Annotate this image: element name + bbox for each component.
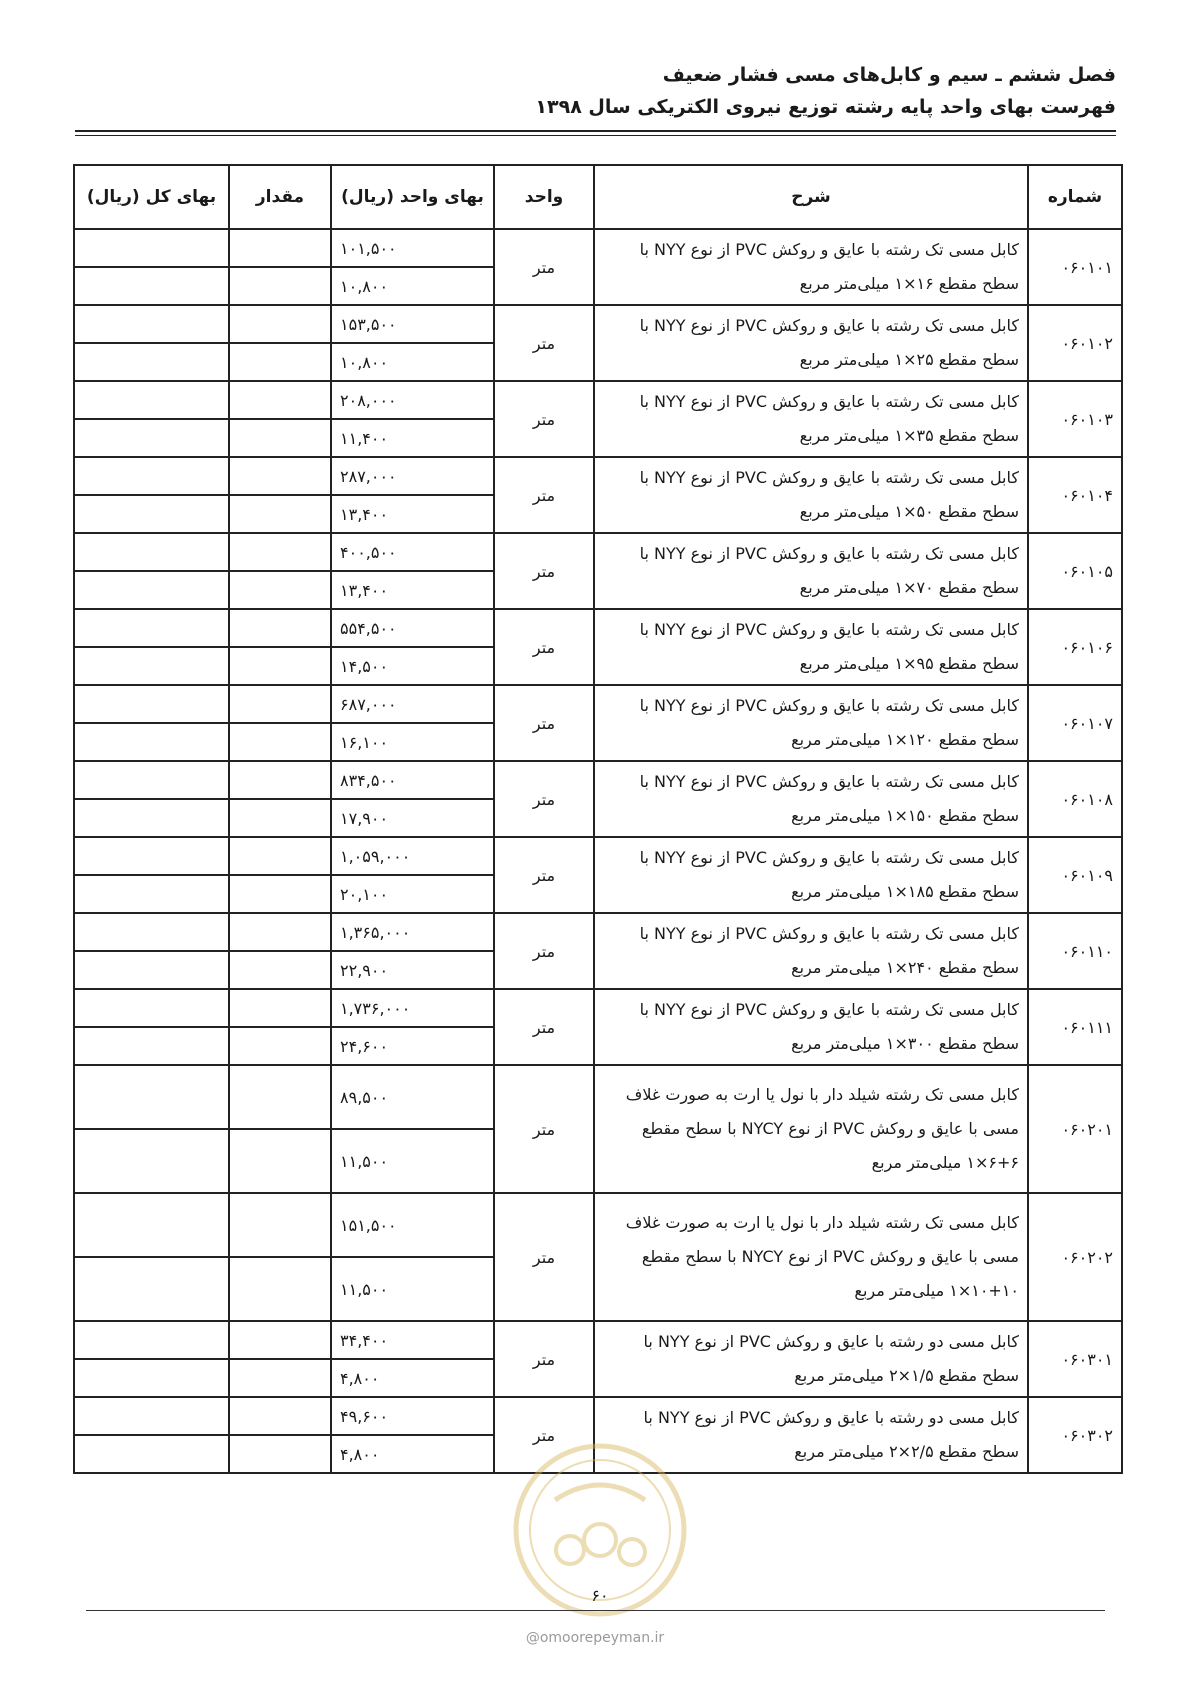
item-total-install (74, 1027, 229, 1065)
item-price-supply: ۸۳۴,۵۰۰ (331, 761, 494, 799)
item-quantity-supply (229, 761, 331, 799)
item-price-install: ۲۲,۹۰۰ (331, 951, 494, 989)
item-number: ۰۶۰۳۰۱ (1028, 1321, 1122, 1397)
item-unit: متر (494, 1193, 594, 1321)
item-number: ۰۶۰۱۰۸ (1028, 761, 1122, 837)
item-number: ۰۶۰۱۰۹ (1028, 837, 1122, 913)
item-quantity-supply (229, 1065, 331, 1129)
item-price-supply: ۱,۷۳۶,۰۰۰ (331, 989, 494, 1027)
item-total-supply (74, 913, 229, 951)
item-description: کابل مسی تک رشته شیلد دار با نول یا ارت به صورت غلاف مسی با عایق و روکش PVC از نوع NYCY با سطح مقطع ۱۰+۱۰×۱ میلی‌متر مربع (594, 1193, 1028, 1321)
item-description: کابل مسی تک رشته با عایق و روکش PVC از نوع NYY با سطح مقطع ۱۵۰×۱ میلی‌متر مربع (594, 761, 1028, 837)
item-quantity-supply (229, 685, 331, 723)
item-quantity-install (229, 571, 331, 609)
item-quantity-install (229, 1435, 331, 1473)
item-price-supply: ۲۸۷,۰۰۰ (331, 457, 494, 495)
item-number: ۰۶۰۱۱۱ (1028, 989, 1122, 1065)
item-total-supply (74, 1193, 229, 1257)
item-total-install (74, 1257, 229, 1321)
item-price-supply: ۳۴,۴۰۰ (331, 1321, 494, 1359)
page-number: ۶۰ (591, 1586, 609, 1605)
price-table (73, 164, 1123, 1474)
item-total-install (74, 799, 229, 837)
item-quantity-supply (229, 1193, 331, 1257)
list-title: فهرست بهای واحد پایه رشته توزیع نیروی الکتریکی سال ۱۳۹۸ (535, 96, 1116, 118)
item-price-install: ۱۷,۹۰۰ (331, 799, 494, 837)
chapter-title: فصل ششم ـ سیم و کابل‌های مسی فشار ضعیف (662, 64, 1116, 86)
item-description: کابل مسی دو رشته با عایق و روکش PVC از نوع NYY با سطح مقطع ۲/۵×۲ میلی‌متر مربع (594, 1397, 1028, 1473)
item-price-install: ۴,۸۰۰ (331, 1435, 494, 1473)
table-row (74, 1397, 1122, 1435)
table-header-row (74, 165, 1122, 229)
item-total-install (74, 875, 229, 913)
item-price-install: ۲۴,۶۰۰ (331, 1027, 494, 1065)
col-header-unit: واحد (494, 165, 594, 229)
item-total-supply (74, 305, 229, 343)
item-quantity-install (229, 647, 331, 685)
item-quantity-install (229, 1129, 331, 1193)
item-price-supply: ۶۸۷,۰۰۰ (331, 685, 494, 723)
item-unit: متر (494, 533, 594, 609)
table-row (74, 761, 1122, 799)
item-price-supply: ۲۰۸,۰۰۰ (331, 381, 494, 419)
item-total-install (74, 267, 229, 305)
item-price-install: ۱۴,۵۰۰ (331, 647, 494, 685)
col-header-quantity: مقدار (229, 165, 331, 229)
item-price-supply: ۵۵۴,۵۰۰ (331, 609, 494, 647)
item-description: کابل مسی تک رشته با عایق و روکش PVC از نوع NYY با سطح مقطع ۵۰×۱ میلی‌متر مربع (594, 457, 1028, 533)
item-total-supply (74, 457, 229, 495)
item-quantity-supply (229, 1321, 331, 1359)
item-unit: متر (494, 989, 594, 1065)
col-header-unit-price: بهای واحد (ریال) (331, 165, 494, 229)
item-number: ۰۶۰۳۰۲ (1028, 1397, 1122, 1473)
item-number: ۰۶۰۱۰۶ (1028, 609, 1122, 685)
item-unit: متر (494, 609, 594, 685)
col-header-number: شماره (1028, 165, 1122, 229)
item-price-supply: ۱,۳۶۵,۰۰۰ (331, 913, 494, 951)
table-row (74, 1321, 1122, 1359)
item-price-supply: ۴۹,۶۰۰ (331, 1397, 494, 1435)
item-unit: متر (494, 457, 594, 533)
item-total-supply (74, 685, 229, 723)
item-total-supply (74, 989, 229, 1027)
table-row (74, 457, 1122, 495)
item-price-install: ۲۰,۱۰۰ (331, 875, 494, 913)
item-quantity-supply (229, 913, 331, 951)
item-unit: متر (494, 305, 594, 381)
item-description: کابل مسی تک رشته شیلد دار با نول یا ارت به صورت غلاف مسی با عایق و روکش PVC از نوع NYCY با سطح مقطع ۶+۶×۱ میلی‌متر مربع (594, 1065, 1028, 1193)
item-quantity-supply (229, 837, 331, 875)
item-quantity-install (229, 343, 331, 381)
item-quantity-install (229, 875, 331, 913)
item-price-supply: ۱,۰۵۹,۰۰۰ (331, 837, 494, 875)
item-number: ۰۶۰۲۰۲ (1028, 1193, 1122, 1321)
item-quantity-install (229, 951, 331, 989)
item-quantity-supply (229, 609, 331, 647)
item-description: کابل مسی تک رشته با عایق و روکش PVC از نوع NYY با سطح مقطع ۳۵×۱ میلی‌متر مربع (594, 381, 1028, 457)
item-number: ۰۶۰۱۰۵ (1028, 533, 1122, 609)
item-unit: متر (494, 381, 594, 457)
item-unit: متر (494, 1065, 594, 1193)
item-total-install (74, 951, 229, 989)
item-number: ۰۶۰۱۰۴ (1028, 457, 1122, 533)
item-total-supply (74, 837, 229, 875)
item-total-supply (74, 761, 229, 799)
item-price-supply: ۱۰۱,۵۰۰ (331, 229, 494, 267)
table-row (74, 229, 1122, 267)
item-total-install (74, 647, 229, 685)
item-unit: متر (494, 761, 594, 837)
header-rule (75, 130, 1116, 132)
item-price-install: ۱۱,۵۰۰ (331, 1257, 494, 1321)
item-number: ۰۶۰۱۱۰ (1028, 913, 1122, 989)
item-price-supply: ۴۰۰,۵۰۰ (331, 533, 494, 571)
footer-rule (86, 1610, 1105, 1611)
header-rule-thin (75, 135, 1116, 136)
item-price-supply: ۱۵۳,۵۰۰ (331, 305, 494, 343)
item-quantity-install (229, 1257, 331, 1321)
item-description: کابل مسی تک رشته با عایق و روکش PVC از نوع NYY با سطح مقطع ۳۰۰×۱ میلی‌متر مربع (594, 989, 1028, 1065)
table-row (74, 305, 1122, 343)
item-price-install: ۴,۸۰۰ (331, 1359, 494, 1397)
item-unit: متر (494, 913, 594, 989)
item-description: کابل مسی تک رشته با عایق و روکش PVC از نوع NYY با سطح مقطع ۲۵×۱ میلی‌متر مربع (594, 305, 1028, 381)
col-header-description: شرح (594, 165, 1028, 229)
item-total-install (74, 495, 229, 533)
item-quantity-install (229, 495, 331, 533)
item-total-install (74, 571, 229, 609)
item-quantity-supply (229, 305, 331, 343)
item-price-install: ۱۳,۴۰۰ (331, 571, 494, 609)
watermark-url: @omoorepeyman.ir (525, 1630, 665, 1646)
item-description: کابل مسی تک رشته با عایق و روکش PVC از نوع NYY با سطح مقطع ۱۲۰×۱ میلی‌متر مربع (594, 685, 1028, 761)
item-total-supply (74, 609, 229, 647)
item-number: ۰۶۰۱۰۱ (1028, 229, 1122, 305)
item-price-install: ۱۶,۱۰۰ (331, 723, 494, 761)
table-row (74, 609, 1122, 647)
table-row (74, 1065, 1122, 1129)
item-total-install (74, 1435, 229, 1473)
table-row (74, 989, 1122, 1027)
item-quantity-install (229, 723, 331, 761)
item-quantity-install (229, 799, 331, 837)
item-quantity-supply (229, 533, 331, 571)
table-row (74, 381, 1122, 419)
item-total-supply (74, 1321, 229, 1359)
item-total-install (74, 1359, 229, 1397)
item-quantity-supply (229, 1397, 331, 1435)
table-row (74, 837, 1122, 875)
item-description: کابل مسی تک رشته با عایق و روکش PVC از نوع NYY با سطح مقطع ۱۶×۱ میلی‌متر مربع (594, 229, 1028, 305)
item-number: ۰۶۰۱۰۲ (1028, 305, 1122, 381)
item-quantity-supply (229, 457, 331, 495)
item-quantity-install (229, 419, 331, 457)
item-total-supply (74, 381, 229, 419)
page-header (66, 58, 1116, 122)
item-total-supply (74, 533, 229, 571)
item-quantity-install (229, 1027, 331, 1065)
item-total-install (74, 419, 229, 457)
item-price-supply: ۱۵۱,۵۰۰ (331, 1193, 494, 1257)
item-price-install: ۱۱,۵۰۰ (331, 1129, 494, 1193)
table-row (74, 913, 1122, 951)
item-total-supply (74, 1397, 229, 1435)
item-price-install: ۱۱,۴۰۰ (331, 419, 494, 457)
item-total-install (74, 343, 229, 381)
item-price-install: ۱۰,۸۰۰ (331, 343, 494, 381)
item-quantity-supply (229, 989, 331, 1027)
item-description: کابل مسی تک رشته با عایق و روکش PVC از نوع NYY با سطح مقطع ۱۸۵×۱ میلی‌متر مربع (594, 837, 1028, 913)
item-quantity-install (229, 267, 331, 305)
item-description: کابل مسی تک رشته با عایق و روکش PVC از نوع NYY با سطح مقطع ۷۰×۱ میلی‌متر مربع (594, 533, 1028, 609)
item-quantity-supply (229, 229, 331, 267)
item-price-install: ۱۳,۴۰۰ (331, 495, 494, 533)
item-total-supply (74, 1065, 229, 1129)
item-price-supply: ۸۹,۵۰۰ (331, 1065, 494, 1129)
item-total-install (74, 1129, 229, 1193)
table-row (74, 1193, 1122, 1257)
item-total-install (74, 723, 229, 761)
item-unit: متر (494, 229, 594, 305)
item-unit: متر (494, 837, 594, 913)
item-unit: متر (494, 1397, 594, 1473)
table-row (74, 685, 1122, 723)
col-header-total: بهای کل (ریال) (74, 165, 229, 229)
item-number: ۰۶۰۲۰۱ (1028, 1065, 1122, 1193)
item-description: کابل مسی دو رشته با عایق و روکش PVC از نوع NYY با سطح مقطع ۱/۵×۲ میلی‌متر مربع (594, 1321, 1028, 1397)
item-unit: متر (494, 1321, 594, 1397)
item-description: کابل مسی تک رشته با عایق و روکش PVC از نوع NYY با سطح مقطع ۹۵×۱ میلی‌متر مربع (594, 609, 1028, 685)
item-price-install: ۱۰,۸۰۰ (331, 267, 494, 305)
table-row (74, 533, 1122, 571)
item-unit: متر (494, 685, 594, 761)
item-total-supply (74, 229, 229, 267)
item-quantity-supply (229, 381, 331, 419)
item-number: ۰۶۰۱۰۳ (1028, 381, 1122, 457)
item-number: ۰۶۰۱۰۷ (1028, 685, 1122, 761)
item-description: کابل مسی تک رشته با عایق و روکش PVC از نوع NYY با سطح مقطع ۲۴۰×۱ میلی‌متر مربع (594, 913, 1028, 989)
item-quantity-install (229, 1359, 331, 1397)
